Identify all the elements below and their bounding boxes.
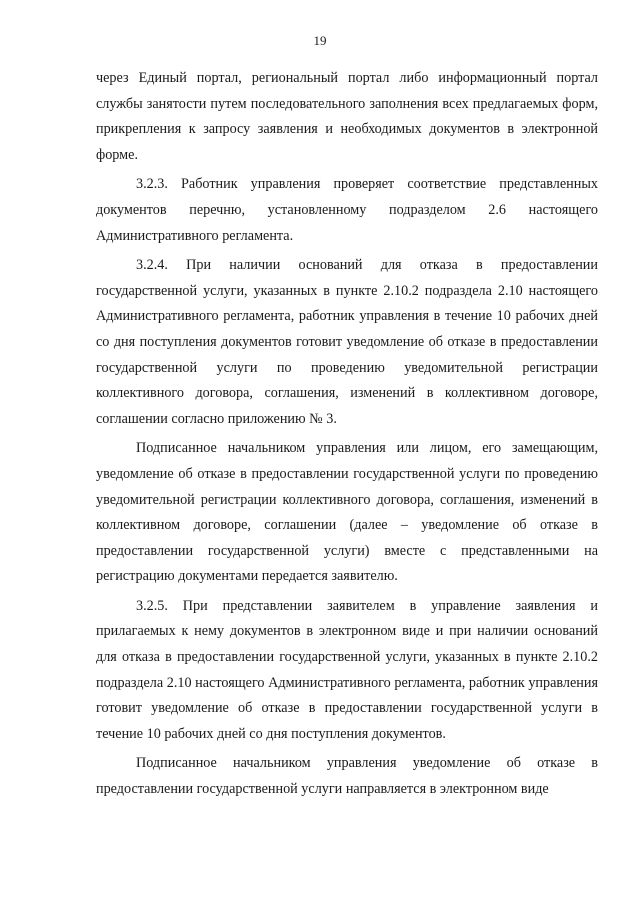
page-number: 19 bbox=[313, 33, 327, 48]
paragraph-signed-electronic: Подписанное начальником управления уведомление об отказе в предоставлении государственной услуги направляется в электронном виде bbox=[96, 755, 598, 798]
paragraph-3-2-4: 3.2.4. При наличии оснований для отказа в предоставлении государственной услуги, указанных в пункте 2.10.2 подраздела 2.10 настоящего Административного регламента, работник управления в течение 10 рабочих дней со дня поступления документов готовит уведомление об отказе в предоставлении государственной услуги по проведению уведомительной регистрации коллективного договора, соглашения, изменений в коллективном договоре, соглашении согласно приложению № 3. bbox=[96, 257, 598, 427]
paragraph-3-2-5: 3.2.5. При представлении заявителем в управление заявления и прилагаемых к нему документов в электронном виде и при наличии оснований для отказа в предоставлении государственной услуги, указанных в пункте 2.10.2 подраздела 2.10 настоящего Административного регламента, работник управления готовит уведомление об отказе в предоставлении государственной услуги в течение 10 рабочих дней со дня поступления документов. bbox=[96, 597, 598, 742]
paragraph-signed-notice: Подписанное начальником управления или лицом, его замещающим, уведомление об отказе в предоставлении государственной услуги по проведению уведомительной регистрации коллективного договора, соглашения, изменений в коллективном договоре, соглашении (далее – уведомление об отказе в предоставлении государственной услуги) вместе с представленными на регистрацию документами передается заявителю. bbox=[96, 440, 598, 585]
document-body bbox=[96, 66, 598, 803]
paragraph-3-2-3: 3.2.3. Работник управления проверяет соответствие представленных документов перечню, установленному подразделом 2.6 настоящего Административного регламента. bbox=[96, 176, 598, 244]
paragraph-continuation: через Единый портал, региональный портал либо информационный портал службы занятости путем последовательного заполнения всех предлагаемых форм, прикрепления к запросу заявления и необходимых документов в электронной форме. bbox=[96, 70, 598, 163]
